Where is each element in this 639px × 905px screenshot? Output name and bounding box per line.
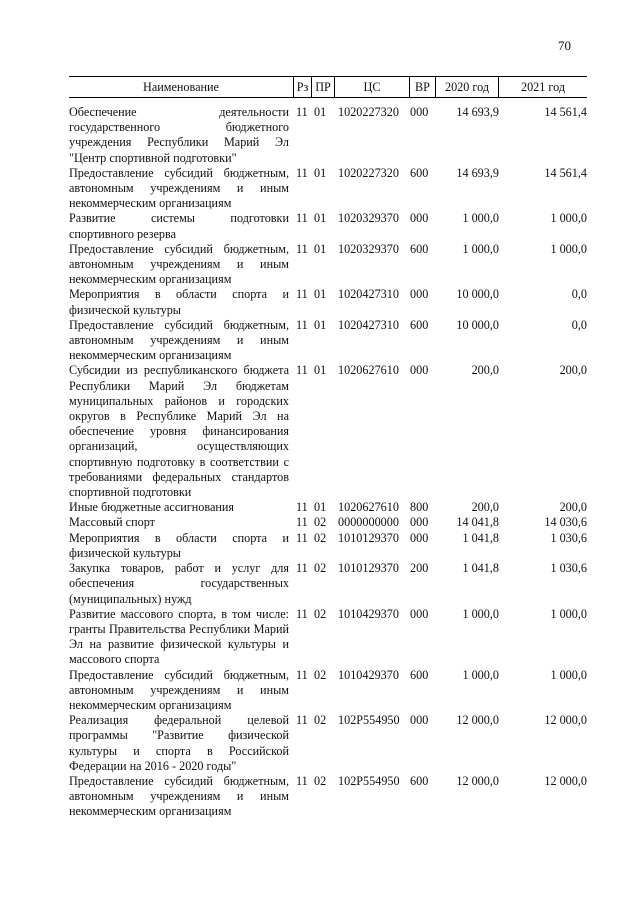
row-name: Реализация федеральной целевой программы "Развитие физической культуры и спорта в Российской Федерации на 2016 - 2020 годы" xyxy=(69,713,289,773)
row-y2020: 10 000,0 xyxy=(456,317,499,332)
row-y2021: 0,0 xyxy=(571,317,587,332)
row-vr: 000 xyxy=(410,211,429,226)
row-rz: 11 xyxy=(296,773,308,788)
row-pr: 02 xyxy=(314,530,327,545)
row-vr: 000 xyxy=(410,515,429,530)
budget-table xyxy=(69,76,587,820)
row-rz: 11 xyxy=(296,165,308,180)
row-rz: 11 xyxy=(296,241,308,256)
table-body xyxy=(69,105,587,820)
row-cs: 1020227320 xyxy=(338,165,399,180)
row-pr: 01 xyxy=(314,500,327,515)
table-row xyxy=(69,515,587,530)
row-y2021: 14 030,6 xyxy=(544,515,587,530)
row-y2020: 200,0 xyxy=(471,363,499,378)
row-rz: 11 xyxy=(296,530,308,545)
row-vr: 800 xyxy=(410,500,429,515)
row-cs: 1020329370 xyxy=(338,241,399,256)
row-vr: 000 xyxy=(410,530,429,545)
header-cs: ЦС xyxy=(363,80,381,94)
row-rz: 11 xyxy=(296,500,308,515)
row-rz: 11 xyxy=(296,211,308,226)
row-vr: 000 xyxy=(410,287,429,302)
row-y2020: 1 000,0 xyxy=(462,241,499,256)
row-y2020: 14 041,8 xyxy=(456,515,499,530)
row-rz: 11 xyxy=(296,515,308,530)
row-vr: 600 xyxy=(410,773,429,788)
row-y2021: 12 000,0 xyxy=(544,713,587,728)
table-row xyxy=(69,318,587,364)
row-vr: 000 xyxy=(410,606,429,621)
row-name: Предоставление субсидий бюджетным, автономным учреждениям и иным некоммерческим организациям xyxy=(69,317,289,363)
row-pr: 01 xyxy=(314,317,327,332)
table-row xyxy=(69,211,587,241)
row-vr: 200 xyxy=(410,561,429,576)
row-y2021: 1 030,6 xyxy=(550,530,587,545)
row-cs: 0000000000 xyxy=(338,515,399,530)
row-rz: 11 xyxy=(296,713,308,728)
row-y2020: 200,0 xyxy=(471,500,499,515)
table-row xyxy=(69,668,587,714)
row-name: Иные бюджетные ассигнования xyxy=(69,500,235,515)
row-pr: 01 xyxy=(314,105,327,119)
header-2021: 2021 год xyxy=(520,80,566,94)
table-row xyxy=(69,500,587,515)
row-rz: 11 xyxy=(296,105,308,119)
table-row xyxy=(69,531,587,561)
row-pr: 02 xyxy=(314,561,327,576)
header-pr: ПР xyxy=(315,80,331,94)
row-name: Предоставление субсидий бюджетным, автономным учреждениям и иным некоммерческим организациям xyxy=(69,773,289,819)
row-name: Развитие массового спорта, в том числе: гранты Правительства Республики Марий Эл на развитие физической культуры и массового спорта xyxy=(69,606,289,667)
row-y2021: 1 000,0 xyxy=(550,606,587,621)
row-pr: 01 xyxy=(314,363,327,378)
table-row xyxy=(69,363,587,500)
row-cs: 1020627610 xyxy=(338,363,399,378)
row-vr: 600 xyxy=(410,165,429,180)
row-y2020: 1 041,8 xyxy=(462,530,499,545)
row-name: Обеспечение деятельности государственного бюджетного учреждения Республики Марий Эл "Центр спортивной подготовки" xyxy=(69,105,289,165)
row-name: Субсидии из республиканского бюджета Республики Марий Эл бюджетам муниципальных районов и городских округов в Республике Марий Эл на обеспечение уровня финансирования организаций, осуществляющих спортивную подготовку в соответствии с требованиями федеральных стандартов спортивной подготовки xyxy=(69,363,289,500)
row-cs: 102P554950 xyxy=(338,713,400,728)
row-y2020: 14 693,9 xyxy=(456,105,499,119)
row-rz: 11 xyxy=(296,606,308,621)
row-y2021: 200,0 xyxy=(559,363,587,378)
row-pr: 02 xyxy=(314,667,327,682)
row-y2021: 1 000,0 xyxy=(550,667,587,682)
header-vr: ВР xyxy=(415,80,430,94)
row-name: Мероприятия в области спорта и физической культуры xyxy=(69,287,289,317)
row-name: Предоставление субсидий бюджетным, автономным учреждениям и иным некоммерческим организациям xyxy=(69,241,289,287)
row-name: Предоставление субсидий бюджетным, автономным учреждениям и иным некоммерческим организациям xyxy=(69,667,289,712)
page-number: 70 xyxy=(558,38,571,53)
row-rz: 11 xyxy=(296,317,308,332)
table-row xyxy=(69,242,587,288)
row-vr: 600 xyxy=(410,241,429,256)
row-cs: 1010129370 xyxy=(338,561,399,576)
row-pr: 01 xyxy=(314,165,327,180)
table-row xyxy=(69,166,587,212)
row-name: Закупка товаров, работ и услуг для обеспечения государственных (муниципальных) нужд xyxy=(69,561,289,606)
row-y2020: 1 041,8 xyxy=(462,561,499,576)
row-cs: 1020427310 xyxy=(338,317,399,332)
row-pr: 01 xyxy=(314,287,327,302)
row-y2020: 1 000,0 xyxy=(462,606,499,621)
row-pr: 01 xyxy=(314,211,327,226)
table-row xyxy=(69,287,587,317)
table-header xyxy=(69,76,587,98)
row-y2021: 12 000,0 xyxy=(544,773,587,788)
row-vr: 600 xyxy=(410,317,429,332)
row-rz: 11 xyxy=(296,667,308,682)
row-rz: 11 xyxy=(296,363,308,378)
row-cs: 102P554950 xyxy=(338,773,400,788)
row-y2020: 1 000,0 xyxy=(462,211,499,226)
row-cs: 1020329370 xyxy=(338,211,399,226)
row-y2021: 1 030,6 xyxy=(550,561,587,576)
table-row xyxy=(69,607,587,668)
row-name: Массовый спорт xyxy=(69,515,155,530)
row-name: Мероприятия в области спорта и физической культуры xyxy=(69,530,289,560)
row-cs: 1010429370 xyxy=(338,667,399,682)
row-pr: 01 xyxy=(314,241,327,256)
row-y2021: 14 561,4 xyxy=(544,105,587,119)
row-rz: 11 xyxy=(296,287,308,302)
row-cs: 1010129370 xyxy=(338,530,399,545)
row-pr: 02 xyxy=(314,606,327,621)
row-y2020: 10 000,0 xyxy=(456,287,499,302)
row-y2020: 12 000,0 xyxy=(456,713,499,728)
row-vr: 000 xyxy=(410,105,429,119)
row-cs: 1020227320 xyxy=(338,105,399,119)
row-y2020: 12 000,0 xyxy=(456,773,499,788)
row-y2021: 14 561,4 xyxy=(544,165,587,180)
row-cs: 1010429370 xyxy=(338,606,399,621)
row-y2021: 1 000,0 xyxy=(550,211,587,226)
row-pr: 02 xyxy=(314,713,327,728)
row-y2021: 1 000,0 xyxy=(550,241,587,256)
row-vr: 000 xyxy=(410,363,429,378)
row-rz: 11 xyxy=(296,561,308,576)
row-y2020: 14 693,9 xyxy=(456,165,499,180)
table-row xyxy=(69,105,587,166)
row-y2020: 1 000,0 xyxy=(462,667,499,682)
row-cs: 1020427310 xyxy=(338,287,399,302)
row-pr: 02 xyxy=(314,515,327,530)
row-vr: 000 xyxy=(410,713,429,728)
row-y2021: 200,0 xyxy=(559,500,587,515)
row-vr: 600 xyxy=(410,667,429,682)
header-2020: 2020 год xyxy=(444,80,490,94)
row-y2021: 0,0 xyxy=(571,287,587,302)
row-name: Развитие системы подготовки спортивного резерва xyxy=(69,211,289,241)
row-cs: 1020627610 xyxy=(338,500,399,515)
row-pr: 02 xyxy=(314,773,327,788)
table-row xyxy=(69,713,587,774)
table-row xyxy=(69,561,587,607)
table-row xyxy=(69,774,587,820)
header-rz: Рз xyxy=(296,80,309,94)
row-name: Предоставление субсидий бюджетным, автономным учреждениям и иным некоммерческим организациям xyxy=(69,165,289,211)
header-name: Наименование xyxy=(143,80,219,94)
